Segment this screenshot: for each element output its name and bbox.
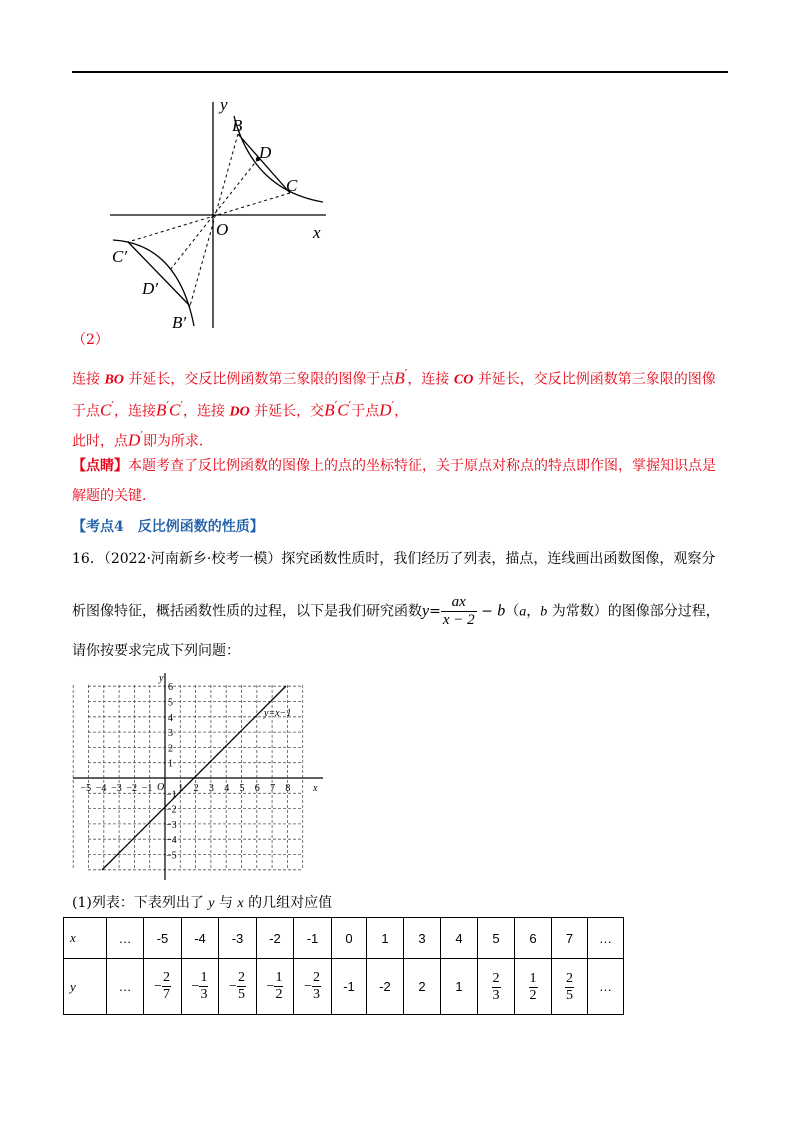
comment-line-1 [72,456,716,476]
table-cell-x: 6 [515,918,552,959]
grid-x-tick: 5 [239,783,245,794]
grid-xlabel: x [313,783,318,794]
grid-line-label: y=x−1 [264,708,292,719]
fraction-numerator: 2 [492,970,500,986]
text: ′ [404,367,408,381]
text: CO [453,372,474,388]
table-cell-x: 5 [478,918,515,959]
grid-y-tick: −1 [166,789,177,801]
text: DO [229,404,250,420]
label-b: B [232,116,243,135]
solution-line-3 [72,426,203,452]
grid-y-tick: −2 [166,804,177,816]
problem-line-2 [72,594,720,629]
solution-line-1 [72,364,716,391]
text: 的几组对应值 [243,895,333,911]
fraction-denominator: 2 [529,987,537,1003]
table-cell-y [294,959,332,1015]
fraction [192,970,209,1003]
text: b [540,604,548,620]
fraction-body [237,970,246,1003]
text: ，连接 [114,403,156,420]
table-cell-x: 7 [552,918,588,959]
text: 并延长，交反比例函数第三象限的图像 [473,371,716,388]
problem-line-1: 16．（2022·河南新乡·校考一模）探究函数性质时，我们经历了列表，描点，连线画出函数图像，观察分 [72,551,716,567]
comment-line-2: 解题的关键. [72,488,147,504]
fraction-numerator: 1 [529,970,537,986]
fraction-numerator: 2 [162,970,170,985]
text: y [208,896,215,911]
table-cell-y [257,959,294,1015]
section-title: 【考点4 反比例函数的性质】 [72,519,264,535]
table-cell-y [552,959,588,1015]
fraction-sign: − [266,978,275,994]
text: 本题考查了反比例函数的图像上的点的坐标特征，关于原点对称点的特点即作图，掌握知识点是 [128,458,716,474]
text: 此时，点 [72,433,128,450]
label-c: C [286,176,298,195]
text: C [100,400,112,420]
grid-y-tick: 2 [168,743,173,755]
grid-y-tick: 3 [168,728,173,740]
table-cell-x: 3 [404,918,441,959]
table-cell-y: -1 [332,959,367,1015]
text: ′ [334,399,338,413]
grid-x-tick: 3 [208,783,214,794]
text: BO [104,372,124,388]
text: ′ [166,399,170,413]
fraction-denominator: 5 [237,987,245,1002]
header-rule [72,71,728,73]
grid-figure [68,668,330,882]
text: ′ [348,399,352,413]
text: C [169,400,181,420]
grid-y-tick: −5 [166,850,177,862]
text: （ [505,603,520,620]
text: ，连接 [407,371,454,388]
text: 并延长，交反比例函数第三象限的图像于点 [123,371,395,388]
text: B [324,400,335,420]
label-b-prime: B′ [172,313,187,330]
line-co [128,193,290,242]
curve-q1 [234,116,323,202]
text: ， [526,603,541,620]
hyperbola-figure [108,98,338,330]
table-cell-y [182,959,219,1015]
fig1-ylabel: y [220,98,228,114]
table-row-x [64,918,624,959]
table-cell-x: 1 [367,918,404,959]
fig1-xlabel: x [313,223,321,242]
text: ′ [140,429,143,443]
grid-ylabel: y [159,673,164,684]
table-cell-x: -3 [219,918,257,959]
fraction-body [199,970,208,1003]
fraction [565,971,574,1004]
grid-y-tick: −3 [166,819,177,831]
table-cell-y [515,959,552,1015]
eq-equals: = [429,603,441,620]
table-cell-x: -5 [144,918,182,959]
label-d-prime: D′ [142,279,158,298]
table-cell-y [478,959,515,1015]
text: x [237,896,244,911]
text: 为常数）的图像部分过程， [547,603,720,620]
text: ′ [180,399,184,413]
text: 即为所求. [142,433,204,450]
label-d: D [259,143,272,162]
fraction-body [529,971,538,1004]
text: 与 [214,895,238,911]
text: ，连接 [183,403,230,420]
text: 连接 [72,371,105,388]
grid-origin: O [157,782,165,793]
fraction [304,970,321,1003]
table-cell-y [219,959,257,1015]
fraction-denominator: 7 [162,987,170,1002]
figure-caption: （2） [72,332,109,348]
text: 析图像特征，概括函数性质的过程，以下是我们研究函数 [72,603,422,620]
table-cell-x: -1 [294,918,332,959]
fraction-denominator: 5 [566,987,573,1003]
label-c-prime: C′ [112,247,128,266]
grid-x-tick: −2 [126,783,138,794]
text: ′ [111,399,114,413]
grid-x-tick: 7 [270,783,276,794]
fraction [529,971,538,1004]
table-cell-x: … [107,918,144,959]
fraction-sign: − [154,978,162,994]
grid-x-tick: −3 [111,783,122,794]
problem-line-3: 请你按要求完成下列问题： [72,643,240,659]
fraction-denominator: 3 [492,987,500,1003]
table-cell-x: 0 [332,918,367,959]
table-cell-x: -2 [257,918,294,959]
grid-x-tick: −1 [141,783,153,794]
grid-x-tick: 2 [193,783,199,794]
fraction-sign: − [191,978,200,994]
grid-x-tick: 4 [224,783,230,794]
comment-tag: 【点睛】 [72,458,128,474]
grid-x-tick: 1 [178,783,184,794]
fraction-body [312,970,321,1003]
line-bo [190,134,238,306]
grid-x-tick: 8 [285,783,291,794]
fraction-denominator: 2 [275,987,283,1002]
fraction-numerator: 2 [566,970,573,986]
fraction-sign: − [304,978,312,994]
text: 并延长，交 [249,403,325,420]
eq-numerator: ax [441,594,477,612]
grid-y-tick: 6 [168,682,173,694]
table-cell-x: -4 [182,918,219,959]
grid-x-tick: −4 [95,783,107,794]
table-row-y [64,959,624,1015]
eq-y: y [422,602,430,620]
fraction-denominator: 3 [312,987,320,1002]
table-cell-x: … [588,918,624,959]
text: D [128,430,141,450]
text: ， [394,403,409,420]
text: D [379,400,392,420]
eq-minus: − [476,603,498,620]
fraction-body [274,970,283,1003]
fraction-numerator: 1 [275,970,283,985]
table-cell-y: … [107,959,144,1015]
text: B [394,368,405,388]
table-head-y: y [64,959,107,1015]
table-cell-x: 4 [441,918,478,959]
eq-fraction [441,594,477,629]
table-cell-y: -2 [367,959,404,1015]
eq-b: b [497,602,506,620]
fraction-body [565,971,574,1004]
fraction-numerator: 2 [312,970,320,985]
fraction-numerator: 1 [200,970,208,985]
grid-y-tick: 4 [168,712,173,724]
text: a [519,604,527,620]
grid-y-tick: 5 [168,697,173,709]
text: 于点 [72,403,100,420]
grid-x-tick: 6 [254,783,260,794]
grid-y-tick: −4 [166,835,177,847]
table-cell-y: 2 [404,959,441,1015]
fraction-body [492,971,501,1004]
segment-bpcp [128,242,190,306]
values-table [63,917,624,1015]
part1-text [72,893,332,914]
fraction-denominator: 3 [200,987,208,1002]
text: B [156,400,167,420]
text: ′ [391,399,395,413]
table-head-x: x [64,918,107,959]
fraction-numerator: 2 [237,970,245,985]
table-cell-y [144,959,182,1015]
fraction [229,970,246,1003]
solution-line-2 [72,396,408,423]
text: 于点 [351,403,380,420]
fig1-origin: O [216,220,229,239]
fraction [267,970,284,1003]
fraction [154,970,171,1003]
fraction [492,971,501,1004]
text: (1)列表：下表列出了 [72,895,209,911]
eq-denominator: x − 2 [442,612,475,628]
table-cell-y: 1 [441,959,478,1015]
fraction-body [162,970,171,1003]
fraction-sign: − [229,978,237,994]
text: C [337,400,349,420]
grid-y-tick: 1 [168,758,173,770]
table-cell-y: … [588,959,624,1015]
grid-x-tick: −5 [80,783,92,794]
